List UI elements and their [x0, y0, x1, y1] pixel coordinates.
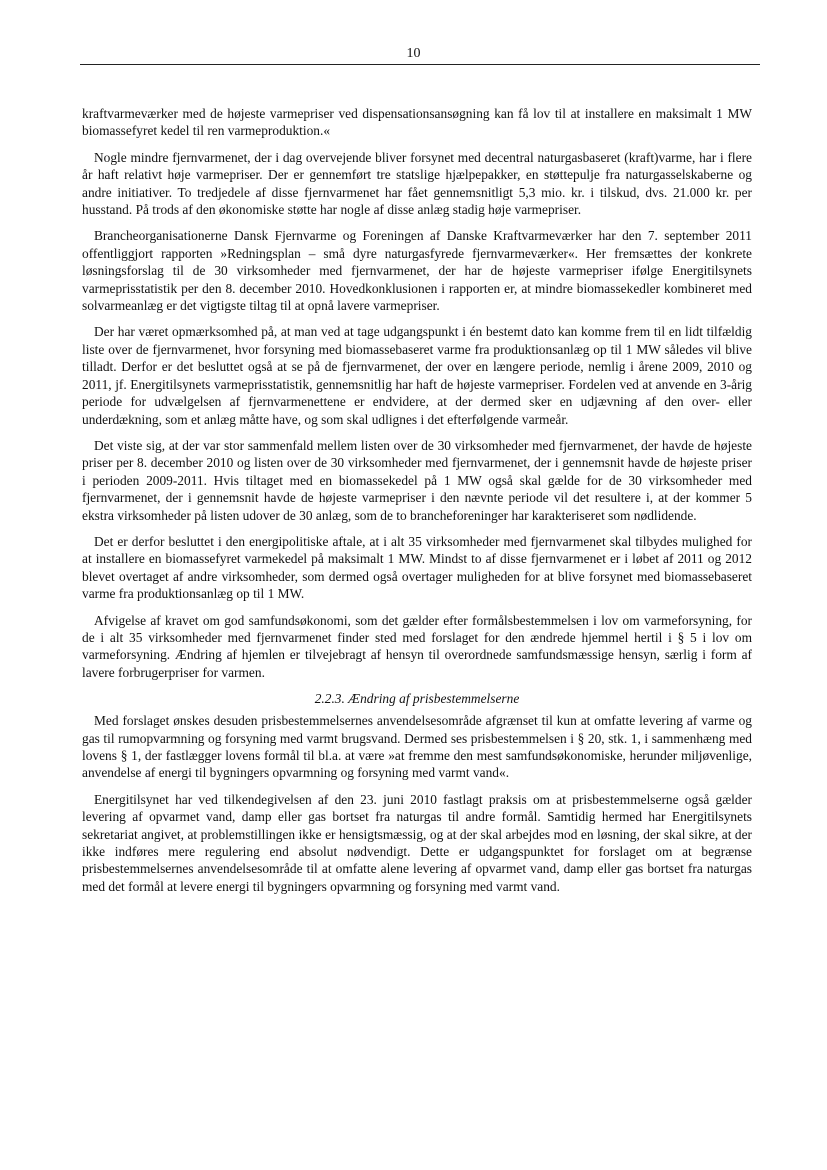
paragraph: Nogle mindre fjernvarmenet, der i dag overvejende bliver forsynet med decentral naturgasbaseret (kraft)varme, har i flere år haft relativt høje varmepriser. Der er gennemført tre statslige hjælpepakker, en støttepulje fra naturgasselskaberne og andre initiativer. To tredjedele af disse fjernvarmenet har fået gennemsnitligt 5,3 mio. kr. i tilskud, dvs. 21.000 kr. per husstand. På trods af den økonomiske støtte har nogle af disse anlæg stadig høje varmepriser.: [82, 149, 752, 218]
paragraph: Der har været opmærksomhed på, at man ved at tage udgangspunkt i én bestemt dato kan komme frem til en lidt tilfældig liste over de fjernvarmenet, hvor forsyning med biomassebaseret varme fra produktionsanlæg op til 1 MW således vil blive tilladt. Derfor er det besluttet også at se på de fjernvarmenet, der over en længere periode, nemlig i årene 2009, 2010 og 2011, jf. Energitilsynets varmeprisstatistik, gennemsnitlig har haft de højeste varmepriser. Fordelen ved at anvende en 3-årig periode for udvælgelsen af fjernvarmenettene er endvidere, at der dermed sker en udjævning af den over- eller underdækning, som et anlæg måtte have, og som skal udlignes i det efterfølgende varmeår.: [82, 324, 752, 427]
paragraph: Med forslaget ønskes desuden prisbestemmelsernes anvendelsesområde afgrænset til kun at omfatte levering af varme og gas til rumopvarmning og forsyning med varmt brugsvand. Dermed ses prisbestemmelsen i § 20, stk. 1, i sammenhæng med lovens § 1, der fastlægger lovens formål til bl.a. at være »at fremme den mest samfundsøkonomiske, herunder miljøvenlige, anvendelse af energi til bygningers opvarmning og forsyning med varmt vand«.: [82, 713, 752, 781]
paragraph: kraftvarmeværker med de højeste varmepriser ved dispensationsansøgning kan få lov til at installere en maksimalt 1 MW biomassefyret kedel til ren varmeproduktion.«: [82, 106, 752, 139]
page-number: 10: [406, 46, 421, 61]
paragraph: Det er derfor besluttet i den energipolitiske aftale, at i alt 35 virksomheder med fjernvarmenet skal tilbydes mulighed for at installere en biomassefyret varmekedel på maksimalt 1 MW. Mindst to af disse fjernvarmenet er i løbet af 2011 og 2012 blevet overtaget af andre virksomheder, som dermed også overtager muligheden for at blive forsynet med biomassebaseret varme fra produktionsanlæg op til 1 MW.: [82, 533, 752, 602]
paragraph: Det viste sig, at der var stor sammenfald mellem listen over de 30 virksomheder med fjernvarmenet, der havde de højeste priser per 8. december 2010 og listen over de 30 virksomheder med fjernvarmenet, der i gennemsnit havde de højeste priser i perioden 2009-2011. Hvis tiltaget med en biomassekedel på 1 MW også skal gælde for de 30 virksomheder med fjernvarmenet, der i gennemsnit havde de højeste varmepriser i den nævnte periode vil det resultere i, at der kommer 5 ekstra virksomheder på listen udover de 30 anlæg, som de to brancheforeninger har karakteriseret som nødlidende.: [82, 437, 752, 523]
document-body: [82, 105, 752, 904]
paragraph: Energitilsynet har ved tilkendegivelsen af den 23. juni 2010 fastlagt praksis om at prisbestemmelserne også gælder levering af opvarmet vand, damp eller gas bortset fra naturgas til andre formål. Samtidig hermed har Energitilsynets sekretariat angivet, at problemstillingen ikke er hensigtsmæssig, og at der skal arbejdes mod en løsning, der skal sikre, at der ikke indføres mere regulering end absolut nødvendigt. Dette er udgangspunktet for forslaget om at begrænse prisbestemmelsernes anvendelsesområde til at omfatte alene levering af opvarmet vand, damp eller gas bortset fra naturgas med det formål at levere energi til bygningers opvarmning og forsyning med varmt vand.: [82, 791, 752, 894]
paragraph: Brancheorganisationerne Dansk Fjernvarme og Foreningen af Danske Kraftvarmeværker har den 7. september 2011 offentliggjort rapporten »Redningsplan – små dyre naturgasfyrede fjernvarmeværker«. Her fremsættes der konkrete løsningsforslag til de 30 virksomheder med fjernvarmenet, der har de højeste varmepriser ifølge Energitilsynets varmeprisstatistik per den 8. december 2010. Hovedkonklusionen i rapporten er, at mindre biomassekedler kombineret med solvarmeanlæg er det vigtigste tiltag til at opnå lavere varmepriser.: [82, 228, 752, 314]
paragraph: Afvigelse af kravet om god samfundsøkonomi, som det gælder efter formålsbestemmelsen i lov om varmeforsyning, for de i alt 35 virksomheder med fjernvarmenet finder sted med forslaget for den ændrede hjemmel hertil i § 5 i lov om varmeforsyning. Ændring af hjemlen er tilvejebragt af hensyn til overordnede samfundsmæssige hensyn, særlig i form af lavere forbrugerpriser for varmen.: [82, 612, 752, 680]
header-rule: [80, 64, 760, 65]
section-heading: 2.2.3. Ændring af prisbestemmelserne: [314, 691, 520, 707]
